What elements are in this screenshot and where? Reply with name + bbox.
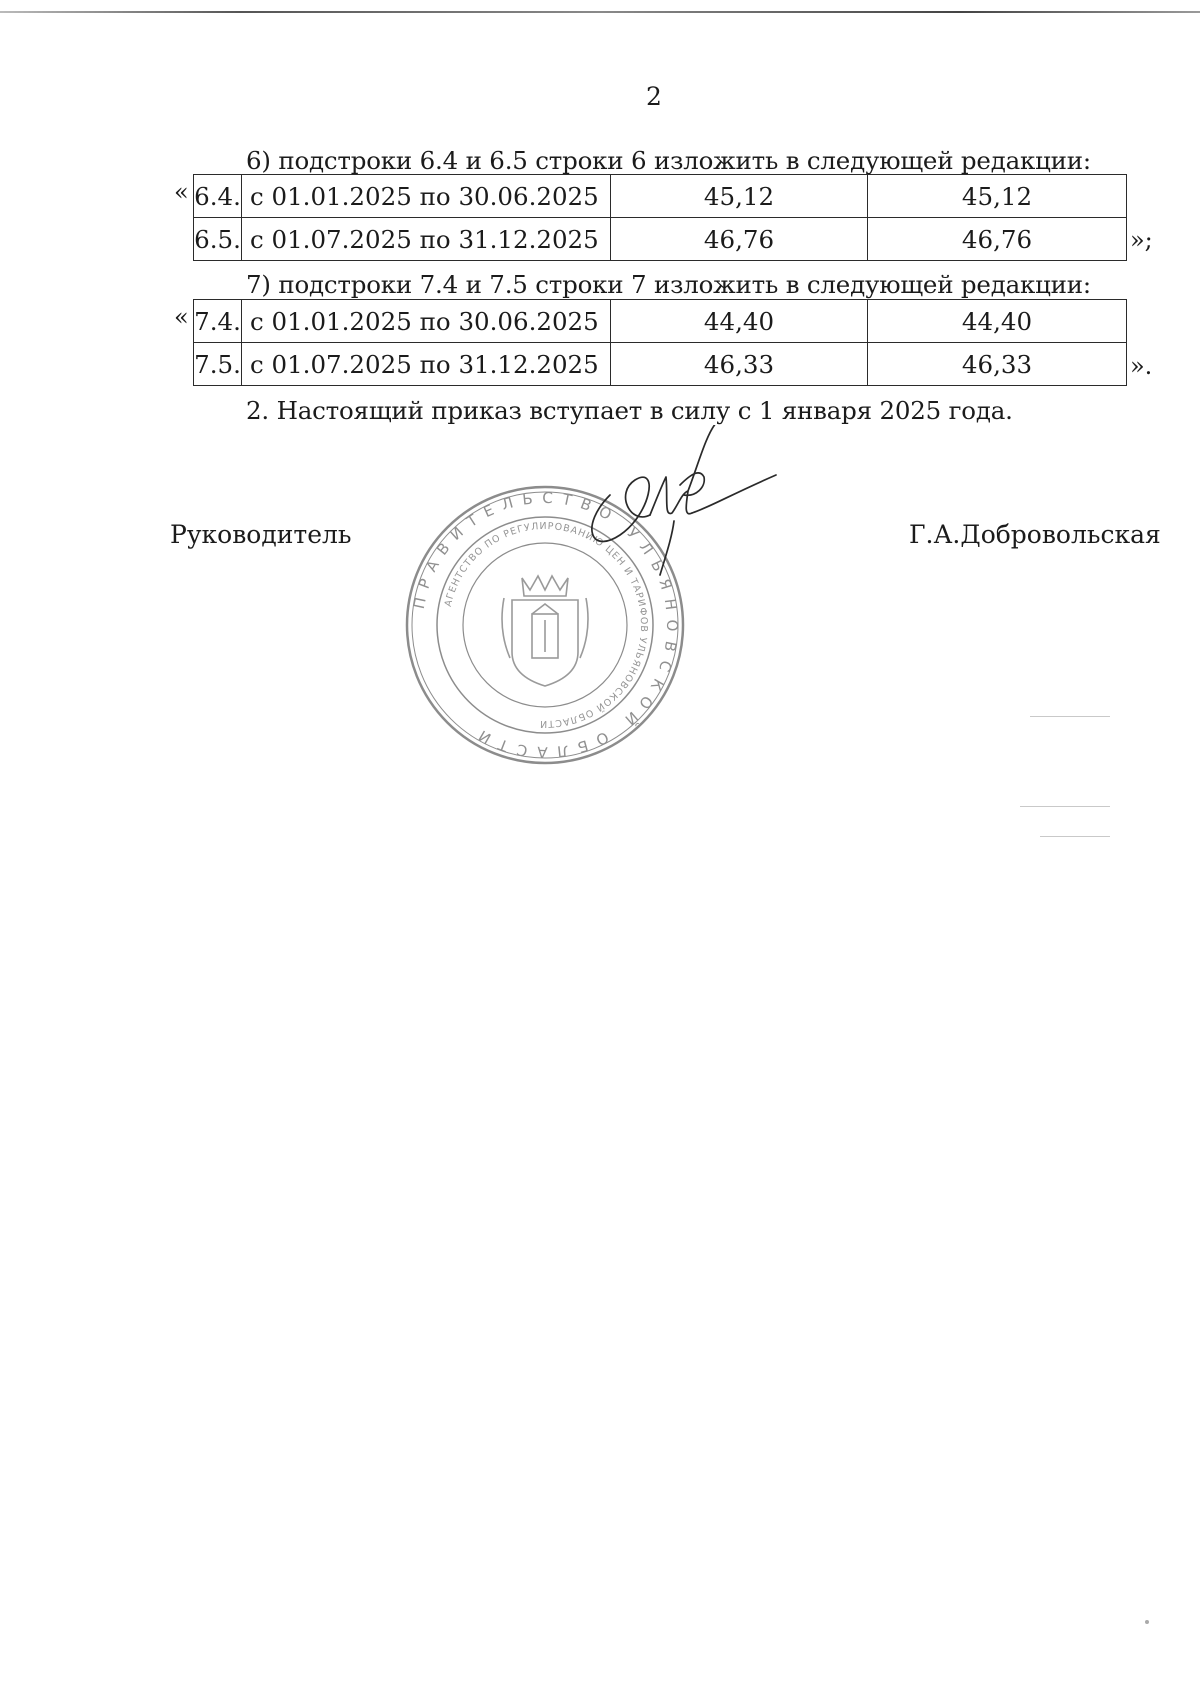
row-number: 7.4.	[194, 300, 242, 343]
item7-intro: 7) подстроки 7.4 и 7.5 строки 7 изложить в следующей редакции:	[246, 270, 1091, 299]
table-row	[194, 343, 1127, 386]
table-row	[194, 218, 1127, 261]
row-period: с 01.07.2025 по 31.12.2025	[242, 343, 611, 386]
row-number: 7.5.	[194, 343, 242, 386]
scan-speck	[1040, 836, 1110, 837]
row-number: 6.4.	[194, 175, 242, 218]
page-number: 2	[646, 82, 662, 111]
row-value2: 44,40	[868, 300, 1127, 343]
row-value1: 46,76	[611, 218, 868, 261]
item6-open-quote: «	[174, 178, 189, 206]
row-value1: 44,40	[611, 300, 868, 343]
row-period: с 01.01.2025 по 30.06.2025	[242, 175, 611, 218]
scan-border-line	[0, 11, 1200, 13]
signatory-role: Руководитель	[170, 520, 352, 549]
scan-speck	[1145, 1620, 1149, 1624]
signatory-name: Г.А.Добровольская	[909, 520, 1161, 549]
table-row	[194, 175, 1127, 218]
row-period: с 01.01.2025 по 30.06.2025	[242, 300, 611, 343]
row-value1: 46,33	[611, 343, 868, 386]
seal-inner-text: АГЕНТСТВО ПО РЕГУЛИРОВАНИЮ ЦЕН И ТАРИФОВ УЛЬЯНОВСКОЙ ОБЛАСТИ	[442, 520, 650, 730]
handwritten-signature	[580, 425, 780, 585]
row-value2: 45,12	[868, 175, 1127, 218]
scan-speck	[1030, 716, 1110, 717]
item7-close-quote: ».	[1130, 352, 1153, 380]
seal-outer-text: ПРАВИТЕЛЬСТВО УЛЬЯНОВСКОЙ ОБЛАСТИ	[409, 488, 682, 762]
row-value1: 45,12	[611, 175, 868, 218]
item7-open-quote: «	[174, 303, 189, 331]
item6-intro: 6) подстроки 6.4 и 6.5 строки 6 изложить в следующей редакции:	[246, 146, 1091, 175]
clause-2: 2. Настоящий приказ вступает в силу с 1 января 2025 года.	[246, 396, 1013, 425]
scan-speck	[1020, 806, 1110, 807]
coat-of-arms-icon	[502, 576, 588, 686]
row-number: 6.5.	[194, 218, 242, 261]
row-value2: 46,76	[868, 218, 1127, 261]
item6-table	[193, 174, 1127, 261]
row-period: с 01.07.2025 по 31.12.2025	[242, 218, 611, 261]
item6-close-quote: »;	[1130, 226, 1153, 254]
table-row	[194, 300, 1127, 343]
item7-table	[193, 299, 1127, 386]
row-value2: 46,33	[868, 343, 1127, 386]
